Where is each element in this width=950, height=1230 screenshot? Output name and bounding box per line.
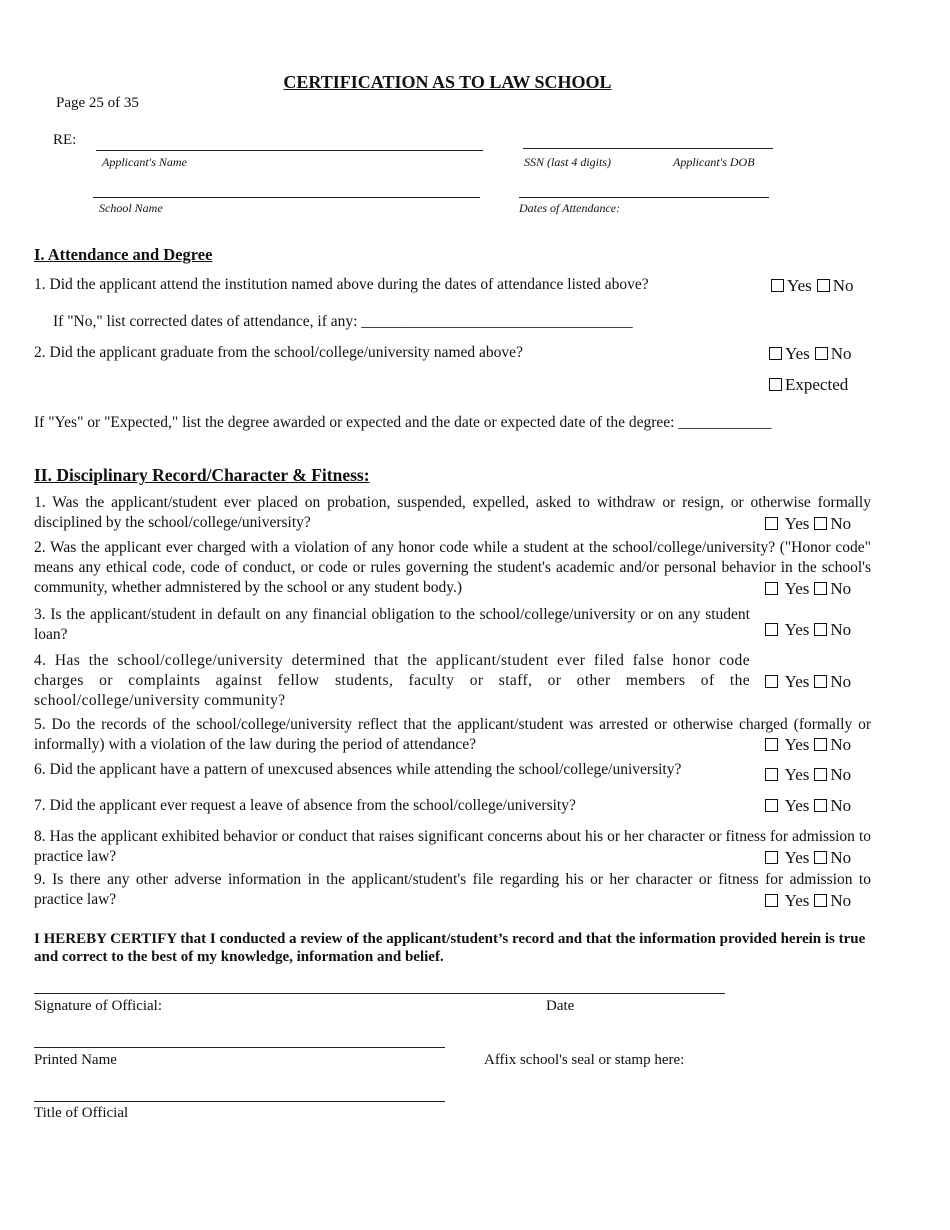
expected-answer <box>769 375 848 395</box>
section-1-heading: I. Attendance and Degree <box>34 245 213 264</box>
no-checkbox[interactable] <box>814 675 827 688</box>
seal-label: Affix school's seal or stamp here: <box>484 1052 685 1068</box>
question-1: 1. Was the applicant/student ever placed on probation, suspended, expelled, asked to withdraw or resign, or otherwise formally disciplined by the school/college/university? <box>34 494 871 531</box>
applicant-name-line[interactable] <box>96 150 483 151</box>
yes-label: Yes <box>784 579 810 598</box>
ssn-dob-line[interactable] <box>523 148 773 149</box>
yes-label: Yes <box>787 276 812 295</box>
degree-prompt: If "Yes" or "Expected," list the degree awarded or expected and the date or expected date of the degree: ____________ <box>34 414 772 431</box>
section-2-heading: II. Disciplinary Record/Character & Fitness: <box>34 465 370 485</box>
printed-name-label: Printed Name <box>34 1052 117 1068</box>
yes-label: Yes <box>784 735 810 754</box>
expected-label: Expected <box>785 375 849 394</box>
yes-checkbox[interactable] <box>765 894 778 907</box>
yes-label: Yes <box>785 344 810 363</box>
no-label: No <box>830 620 852 639</box>
no-label: No <box>830 514 852 533</box>
date-label: Date <box>546 998 575 1014</box>
yes-checkbox[interactable] <box>765 517 778 530</box>
yes-label: Yes <box>784 765 810 784</box>
yes-label: Yes <box>784 848 810 867</box>
question-9-answer <box>765 891 851 911</box>
question-5: 5. Do the records of the school/college/university reflect that the applicant/student was arrested or otherwise charged (formally or informally) with a violation of the law during the period of attendance? <box>34 716 871 753</box>
yes-checkbox[interactable] <box>769 347 782 360</box>
no-label: No <box>832 276 854 295</box>
yes-label: Yes <box>784 891 810 910</box>
school-name-label: School Name <box>99 201 163 215</box>
question-7: 7. Did the applicant ever request a leave of absence from the school/college/university? <box>34 797 576 814</box>
no-label: No <box>830 735 852 754</box>
ssn-label: SSN (last 4 digits) <box>524 155 612 169</box>
no-checkbox[interactable] <box>814 768 827 781</box>
re-label: RE: <box>53 132 77 148</box>
yes-checkbox[interactable] <box>765 738 778 751</box>
no-label: No <box>830 765 852 784</box>
question-7-answer <box>765 796 851 816</box>
yes-checkbox[interactable] <box>765 851 778 864</box>
expected-checkbox[interactable] <box>769 378 782 391</box>
question-2: 2. Was the applicant ever charged with a violation of any honor code while a student at the school/college/university? ("Honor code" means any ethical code, code of conduct, or code or rules governing the student's academic and/or personal behavior in the school's community, whether admnistered by the school or any student body.) <box>34 539 871 596</box>
no-checkbox[interactable] <box>814 894 827 907</box>
yes-label: Yes <box>784 672 810 691</box>
page-number: Page 25 of 35 <box>56 95 139 111</box>
question-9: 9. Is there any other adverse information in the applicant/student's file regarding his or her character or fitness for admission to practice law? <box>34 871 871 908</box>
certification-statement: I HEREBY CERTIFY that I conducted a review of the applicant/student’s record and that the information provided herein is true and correct to the best of my knowledge, information and belief. <box>34 931 866 965</box>
graduation-answer <box>769 344 852 364</box>
printed-name-line[interactable] <box>34 1047 445 1048</box>
question-3: 3. Is the applicant/student in default on any financial obligation to the school/college/university or on any student loan? <box>34 606 750 643</box>
applicant-name-label: Applicant's Name <box>102 155 187 169</box>
no-checkbox[interactable] <box>814 738 827 751</box>
attendance-question: 1. Did the applicant attend the institution named above during the dates of attendance listed above? <box>34 276 649 293</box>
no-label: No <box>830 672 852 691</box>
no-checkbox[interactable] <box>814 517 827 530</box>
dates-label: Dates of Attendance: <box>519 201 621 215</box>
question-8: 8. Has the applicant exhibited behavior or conduct that raises significant concerns about his or her character or fitness for admission to practice law? <box>34 828 871 865</box>
no-checkbox[interactable] <box>814 851 827 864</box>
question-1-answer <box>765 514 851 534</box>
question-8-answer <box>765 848 851 868</box>
graduation-question: 2. Did the applicant graduate from the school/college/university named above? <box>34 344 523 361</box>
question-6-answer <box>765 765 851 785</box>
yes-label: Yes <box>784 620 810 639</box>
no-checkbox[interactable] <box>814 582 827 595</box>
no-checkbox[interactable] <box>817 279 830 292</box>
question-6: 6. Did the applicant have a pattern of unexcused absences while attending the school/college/university? <box>34 761 682 778</box>
yes-label: Yes <box>784 514 810 533</box>
school-name-line[interactable] <box>93 197 480 198</box>
title-line[interactable] <box>34 1101 445 1102</box>
no-label: No <box>830 848 852 867</box>
yes-checkbox[interactable] <box>771 279 784 292</box>
question-3-answer <box>765 620 851 640</box>
yes-checkbox[interactable] <box>765 623 778 636</box>
no-checkbox[interactable] <box>814 623 827 636</box>
question-2-answer <box>765 579 851 599</box>
yes-checkbox[interactable] <box>765 768 778 781</box>
question-4-answer <box>765 672 851 692</box>
yes-checkbox[interactable] <box>765 799 778 812</box>
signature-line[interactable] <box>34 993 725 994</box>
document-title: CERTIFICATION AS TO LAW SCHOOL <box>283 72 612 92</box>
no-label: No <box>830 891 852 910</box>
yes-checkbox[interactable] <box>765 675 778 688</box>
no-checkbox[interactable] <box>815 347 828 360</box>
signature-label: Signature of Official: <box>34 998 163 1014</box>
dates-line[interactable] <box>519 197 769 198</box>
question-5-answer <box>765 735 851 755</box>
corrected-dates-prompt: If "No," list corrected dates of attendance, if any: ___________________________________ <box>53 313 633 330</box>
no-label: No <box>830 579 852 598</box>
no-label: No <box>830 344 852 363</box>
no-checkbox[interactable] <box>814 799 827 812</box>
dob-label: Applicant's DOB <box>673 155 755 169</box>
question-4: 4. Has the school/college/university determined that the applicant/student ever filed false honor code charges or complaints against fellow students, faculty or staff, or other members of the school/college/university community? <box>34 652 750 709</box>
attendance-answer <box>771 276 854 296</box>
no-label: No <box>830 796 852 815</box>
yes-label: Yes <box>784 796 810 815</box>
title-of-official-label: Title of Official <box>34 1105 129 1121</box>
yes-checkbox[interactable] <box>765 582 778 595</box>
